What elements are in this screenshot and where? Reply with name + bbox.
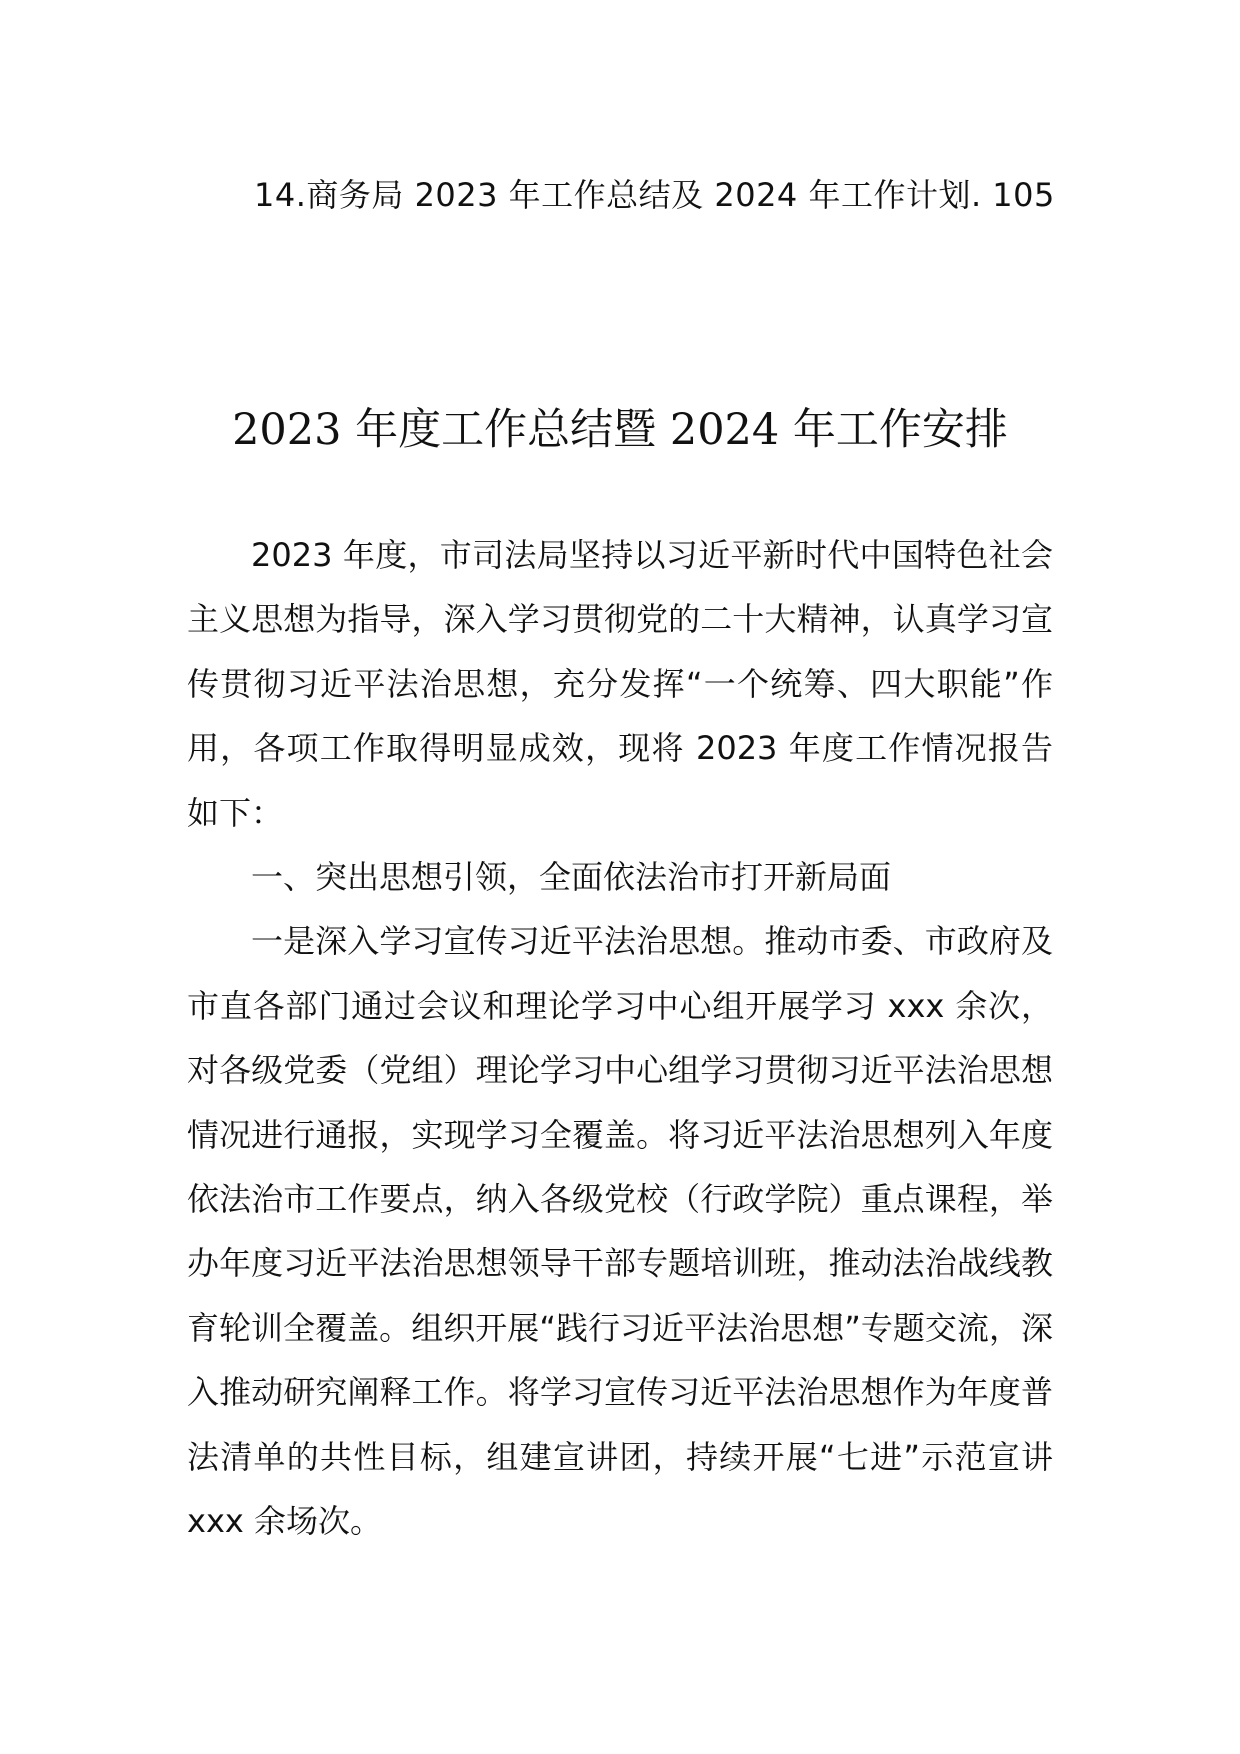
section-paragraph: 一是深入学习宣传习近平法治思想。推动市委、市政府及市直各部门通过会议和理论学习中心组开展学习 xxx 余次，对各级党委（党组）理论学习中心组学习贯彻习近平法治思想情况进行通报，实现学习全覆盖。将习近平法治思想列入年度依法治市工作要点，纳入各级党校（行政学院）重点课程，举办年度习近平法治思想领导干部专题培训班，推动法治战线教育轮训全覆盖。组织开展“践行习近平法治思想”专题交流，深入推动研究阐释工作。将学习宣传习近平法治思想作为年度普法清单的共性目标，组建宣讲团，持续开展“七进”示范宣讲 xxx 余场次。 — [187, 922, 1053, 1541]
document-body — [187, 523, 1053, 1554]
intro-paragraph: 2023 年度，市司法局坚持以习近平新时代中国特色社会主义思想为指导，深入学习贯彻党的二十大精神，认真学习宣传贯彻习近平法治思想，充分发挥“一个统筹、四大职能”作用，各项工作取得明显成效，现将 2023 年度工作情况报告如下： — [187, 536, 1053, 832]
document-title: 2023 年度工作总结暨 2024 年工作安排 — [232, 405, 1008, 455]
section-heading: 一、突出思想引领，全面依法治市打开新局面 — [251, 858, 892, 897]
toc-entry[interactable]: 14.商务局 2023 年工作总结及 2024 年工作计划. 105 — [254, 176, 1055, 214]
